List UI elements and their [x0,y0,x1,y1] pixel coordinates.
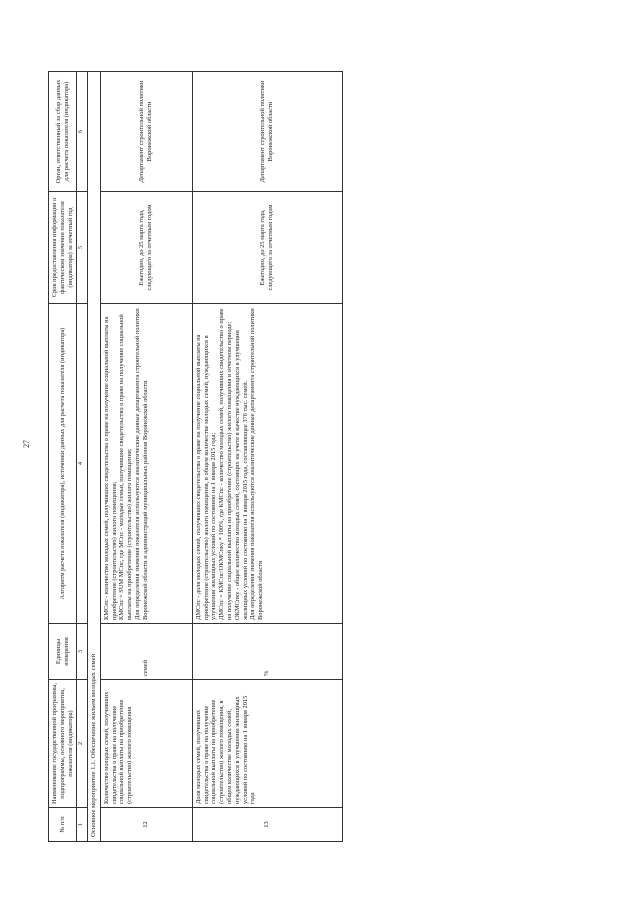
algorithm-line: КМСпс = SUM МСпс, где МСпс - молодые семьи, получившие свидетельство о праве на получение социальной выплаты на приобретение (строительство) жилого помещения; [118,314,134,620]
header-row [49,72,77,842]
indicators-table [48,71,343,842]
indicator-responsible: Департамент строительной политики Воронежской области [192,72,342,192]
header-algorithm: Алгоритм расчета показателя (индикатора), источники данных для расчета показателя (индикатора) [49,304,77,624]
column-number: 6 [77,72,87,192]
column-number: 1 [77,808,87,842]
indicator-unit: % [192,624,342,680]
indicator-deadline: Ежегодно, до 25 марта года, следующего за отчетным годом [100,192,192,304]
header-unit: Единицы измерения [49,624,77,680]
algorithm-line: ОКМСпку - общее количество молодых семей, состоящих на учете в качестве нуждающихся в улучшении жилищных условий по состоянию на 1 января 2015 года, составляющее 376 тыс. семей. [233,330,249,620]
section-row [87,72,100,842]
indicator-name: Доля молодых семей, получивших свидетельства о праве на получение социальной выплаты на приобретение (строительство) жилого помещения, в общем количестве молодых семей, нуждающихся в улучшении жилищных условий по состоянию на 1 января 2015 года [192,680,342,808]
indicator-algorithm [192,304,342,624]
header-responsible: Орган, ответственный за сбор данных для расчета показателя (индикатора) [49,72,77,192]
indicator-unit: семей [100,624,192,680]
table-row [192,72,342,842]
indicator-algorithm [100,304,192,624]
table-row [100,72,192,842]
header-name: Наименование государственной программы, подпрограммы, основного мероприятия, показателя (индикатора) [49,680,77,808]
row-number: 12 [100,808,192,842]
indicator-name: Количество молодых семей, получивших свидетельства о праве на получение социальной выплаты на приобретение (строительство) жилого помещения [100,680,192,808]
column-numbers-row [77,72,87,842]
rotated-table-container [48,72,473,842]
column-number: 2 [77,680,87,808]
column-number: 3 [77,624,87,680]
column-number: 4 [77,304,87,624]
section-title: Основное мероприятие 1.1. Обеспечение жильем молодых семей [87,72,100,842]
page-number: 27 [22,440,31,448]
algorithm-line: ДМСпс - доля молодых семей, получивших свидетельства о праве на получение социальной выплаты на приобретение (строительство) жилого помещения, в общем количестве молодых семей, нуждающихся в улучшении жилищных условий по состоянию на 1 января 2015 года; [194,334,218,620]
header-deadline: Срок предоставления информации о фактическом значении показателя (индикатора) за отчетный год [49,192,77,304]
header-num: № п/п [49,808,77,842]
algorithm-line: КМСпс - количество молодых семей, получивших свидетельства о праве на получение социальной выплаты на приобретение (строительство) жилого помещения; [102,316,118,620]
indicator-responsible: Департамент строительной политики Воронежской области [100,72,192,192]
algorithm-line: Для определения значения показателя используются аналитические данные департамента строительной политики Воронежской области [249,308,265,620]
column-number: 5 [77,192,87,304]
row-number: 13 [192,808,342,842]
algorithm-line: Для определения значения показателя используются аналитические данные департамента строительной политики Воронежской области и администраций муниципальных районов Воронежской области [134,308,149,620]
algorithm-line: ДМСпс = КМСпс/ОКМСпку * 100%, где КМСпс - количество молодых семей, получивших свидетельство о праве на получение социальной выплаты на приобретение (строительство) жилого помещения в отчетном периоде; [218,308,234,620]
indicator-deadline: Ежегодно, до 25 марта года, следующего за отчетным годом [192,192,342,304]
